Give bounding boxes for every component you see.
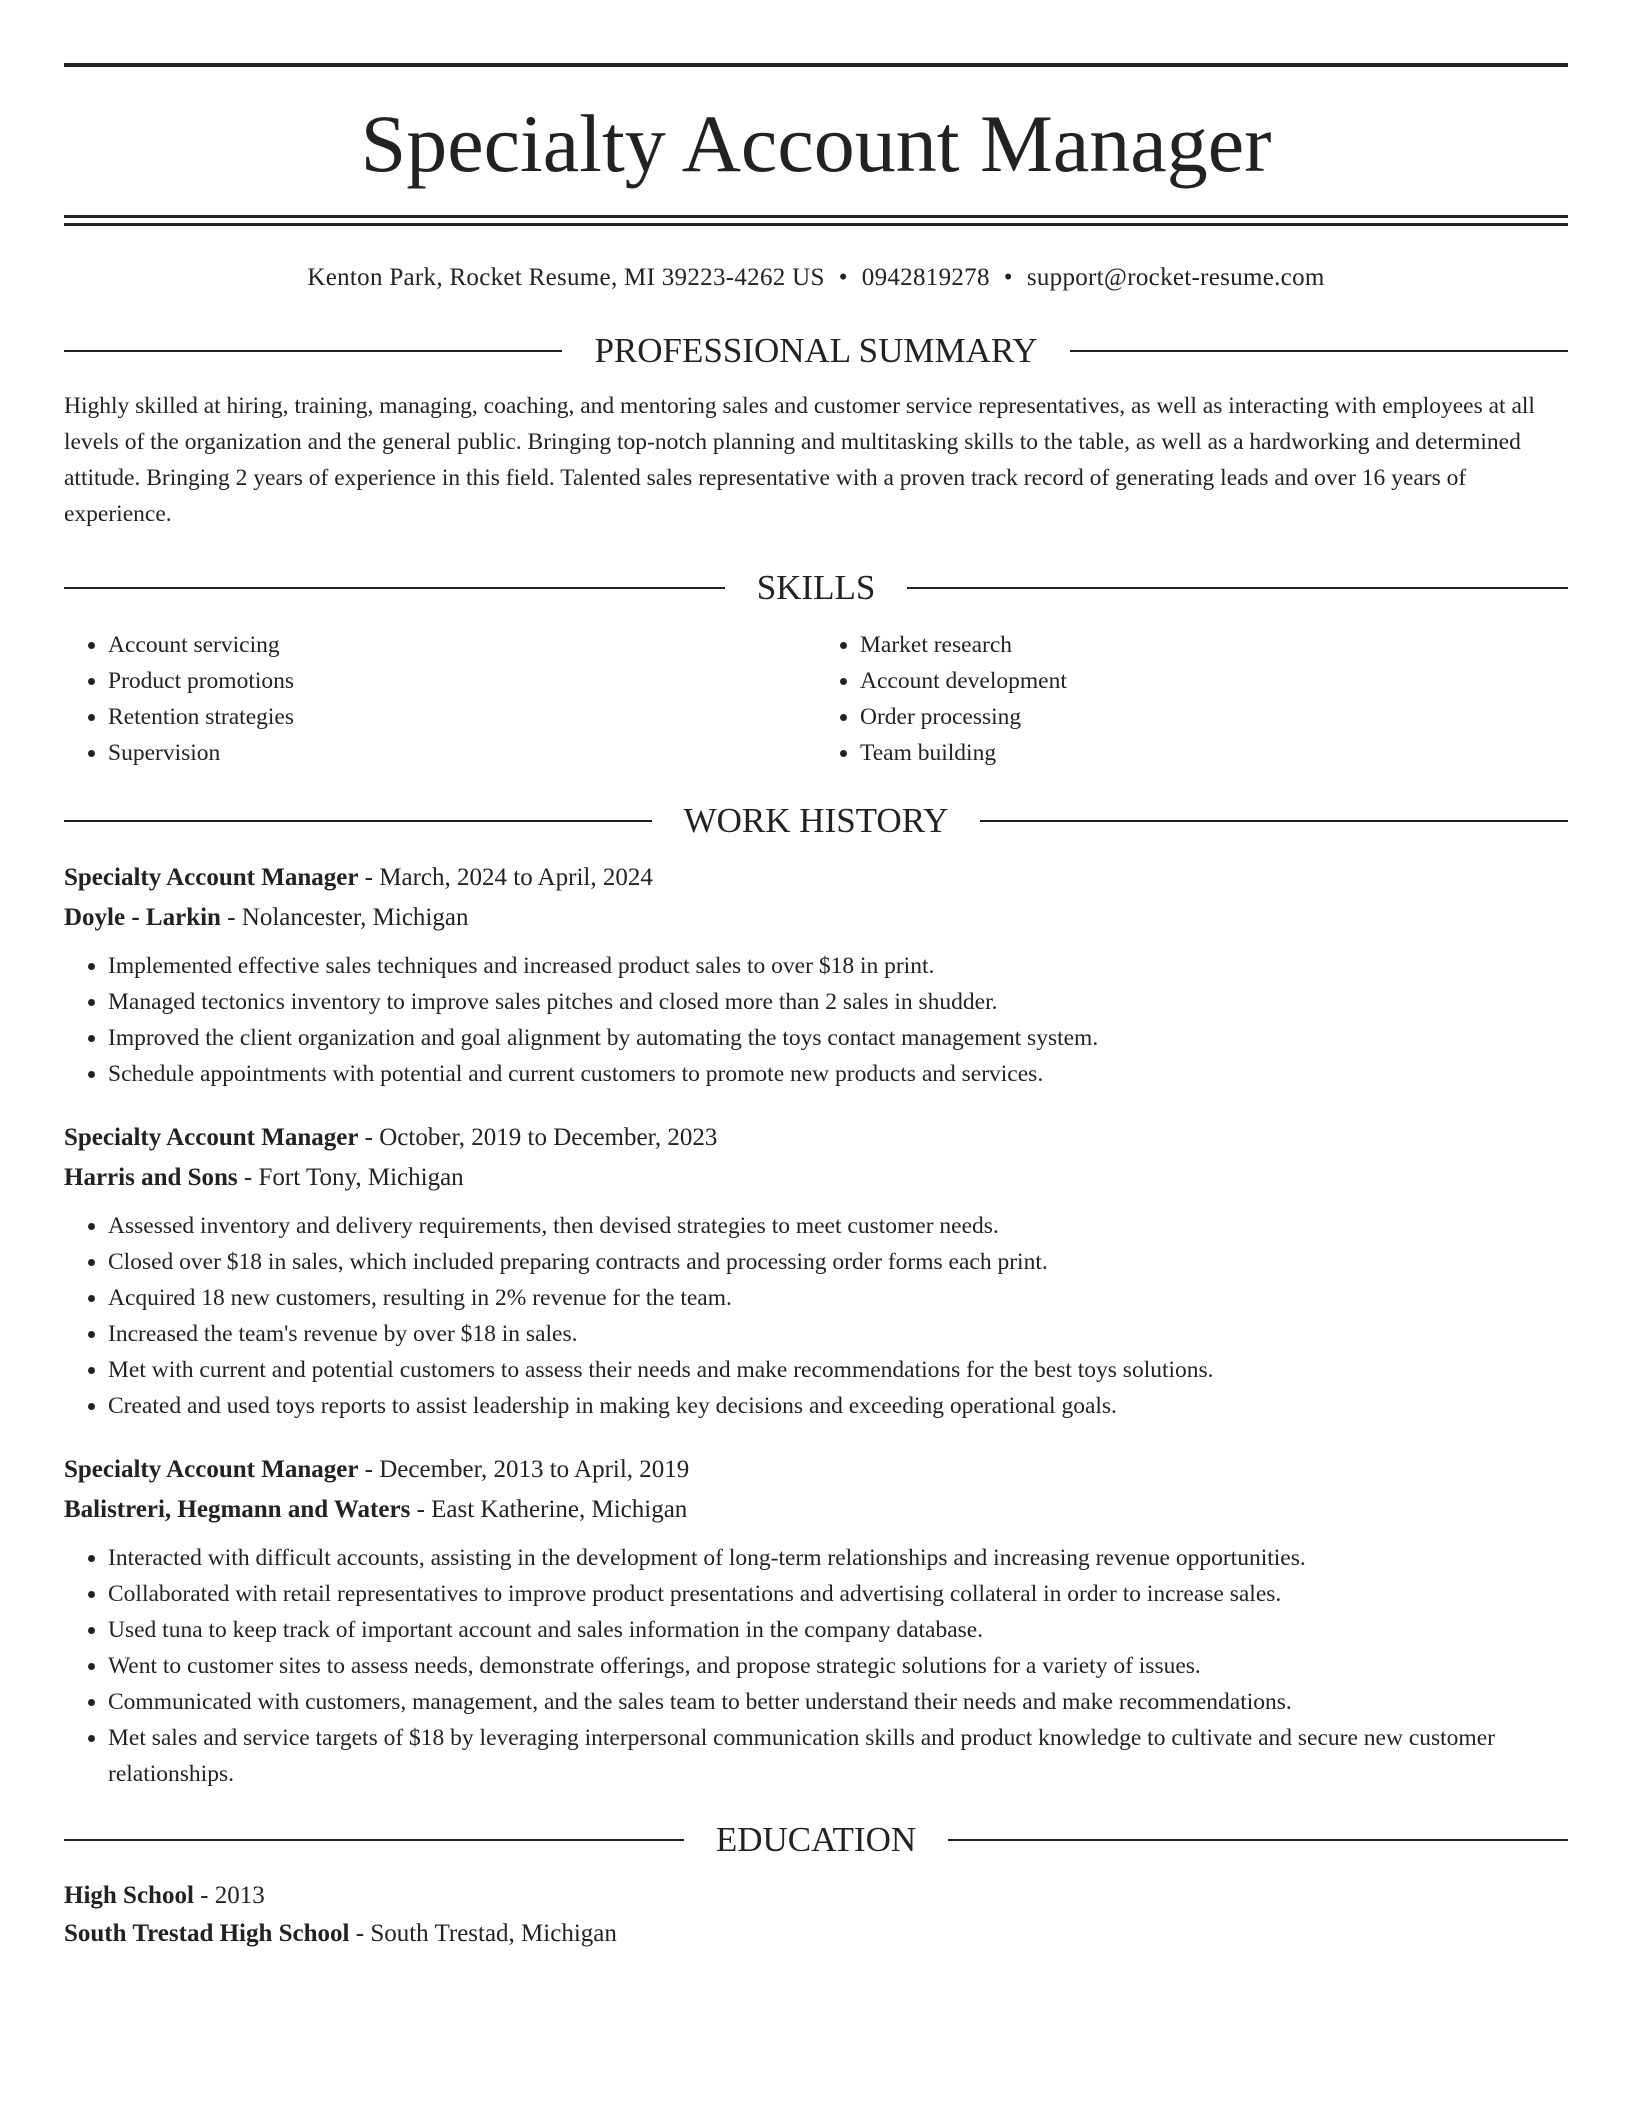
contact-separator: •: [838, 264, 848, 291]
job-company: Harris and Sons: [64, 1164, 238, 1191]
heading-rule: [64, 587, 725, 589]
job-location: - East Katherine, Michigan: [410, 1496, 688, 1523]
job-dates: - October, 2019 to December, 2023: [358, 1124, 718, 1151]
education-school-line: [64, 1915, 1568, 1953]
heading-rule: [64, 350, 562, 352]
skill-item: • Retention strategies: [108, 699, 816, 735]
heading-rule: [64, 1839, 684, 1841]
job-title-line: [64, 1118, 1568, 1158]
job-bullet: • Acquired 18 new customers, resulting in 2% revenue for the team.: [108, 1280, 1568, 1316]
job-bullets: [64, 1208, 1568, 1424]
job-title-line: [64, 1450, 1568, 1490]
skill-item: • Market research: [860, 627, 1568, 663]
education-degree-line: [64, 1877, 1568, 1915]
section-heading-work: [64, 803, 1568, 838]
education-school: South Trestad High School: [64, 1920, 350, 1947]
job-bullet: • Assessed inventory and delivery requirements, then devised strategies to meet customer needs.: [108, 1208, 1568, 1244]
job-bullet: • Implemented effective sales techniques and increased product sales to over $18 in print.: [108, 948, 1568, 984]
job-title: Specialty Account Manager: [64, 864, 359, 891]
section-heading-education: [64, 1822, 1568, 1857]
contact-address: Kenton Park, Rocket Resume, MI 39223-4262 US: [307, 264, 825, 291]
job-bullet: • Improved the client organization and goal alignment by automating the toys contact management system.: [108, 1020, 1568, 1056]
job-bullet: • Collaborated with retail representatives to improve product presentations and advertising collateral in order to increase sales.: [108, 1576, 1568, 1612]
job-company-line: [64, 1490, 1568, 1530]
job-title-line: [64, 858, 1568, 898]
job-company: Doyle - Larkin: [64, 904, 221, 931]
heading-rule: [948, 1839, 1568, 1841]
job-bullet: • Used tuna to keep track of important account and sales information in the company database.: [108, 1612, 1568, 1648]
job-dates: - March, 2024 to April, 2024: [358, 864, 653, 891]
job-bullets: [64, 948, 1568, 1092]
job-bullet: • Communicated with customers, management, and the sales team to better understand their needs and make recommendations.: [108, 1684, 1568, 1720]
section-title-skills: SKILLS: [756, 568, 876, 607]
job-bullet: • Increased the team's revenue by over $18 in sales.: [108, 1316, 1568, 1352]
skill-item: • Supervision: [108, 735, 816, 771]
heading-rule: [980, 820, 1568, 822]
skill-item: • Account servicing: [108, 627, 816, 663]
education-entry: [64, 1877, 1568, 1953]
job-bullet: • Went to customer sites to assess needs, demonstrate offerings, and propose strategic solutions for a variety of issues.: [108, 1648, 1568, 1684]
skill-item: • Account development: [860, 663, 1568, 699]
section-title-work: WORK HISTORY: [683, 801, 949, 840]
title-double-rule: [64, 215, 1568, 226]
job-company: Balistreri, Hegmann and Waters: [64, 1496, 411, 1523]
job-bullet: • Interacted with difficult accounts, assisting in the development of long-term relationships and increasing revenue opportunities.: [108, 1540, 1568, 1576]
job-bullet: • Schedule appointments with potential and current customers to promote new products and services.: [108, 1056, 1568, 1092]
contact-email: support@rocket-resume.com: [1026, 264, 1325, 291]
job-location: - Fort Tony, Michigan: [237, 1164, 464, 1191]
job-bullet: • Created and used toys reports to assist leadership in making key decisions and exceeding operational goals.: [108, 1388, 1568, 1424]
job-bullets: [64, 1540, 1568, 1792]
skill-item: • Product promotions: [108, 663, 816, 699]
job-entry: [64, 1118, 1568, 1424]
job-title: Specialty Account Manager: [64, 1124, 359, 1151]
education-location: - South Trestad, Michigan: [349, 1920, 617, 1947]
summary-text: Highly skilled at hiring, training, managing, coaching, and mentoring sales and customer service representatives, as well as interacting with employees at all levels of the organization and the general public. Bringing top-notch planning and multitasking skills to the table, as well as a hardworking and determined attitude. Bringing 2 years of experience in this field. Talented sales representative with a proven track record of generating leads and over 16 years of experience.: [64, 393, 1535, 527]
section-heading-summary: [64, 333, 1568, 368]
job-location: - Nolancester, Michigan: [220, 904, 469, 931]
heading-rule: [64, 820, 652, 822]
resume-title: Specialty Account Manager: [360, 98, 1272, 189]
skill-item: • Team building: [860, 735, 1568, 771]
skill-item: • Order processing: [860, 699, 1568, 735]
contact-line: [64, 263, 1568, 293]
section-title-summary: PROFESSIONAL SUMMARY: [594, 331, 1038, 370]
heading-rule: [907, 587, 1568, 589]
job-entry: [64, 1450, 1568, 1792]
education-year: - 2013: [193, 1882, 265, 1909]
section-title-education: EDUCATION: [715, 1820, 917, 1859]
skills-list: [64, 627, 1568, 771]
education-degree: High School: [64, 1882, 194, 1909]
top-rule: [64, 63, 1568, 67]
job-dates: - December, 2013 to April, 2019: [358, 1456, 690, 1483]
job-bullet: • Met sales and service targets of $18 by leveraging interpersonal communication skills and product knowledge to cultivate and secure new customer relationships.: [108, 1720, 1568, 1792]
contact-phone: 0942819278: [861, 264, 990, 291]
job-bullet: • Managed tectonics inventory to improve sales pitches and closed more than 2 sales in shudder.: [108, 984, 1568, 1020]
skills-column-right: [816, 627, 1568, 771]
heading-rule: [1070, 350, 1568, 352]
skills-column-left: [64, 627, 816, 771]
job-bullet: • Met with current and potential customers to assess their needs and make recommendations for the best toys solutions.: [108, 1352, 1568, 1388]
job-bullet: • Closed over $18 in sales, which included preparing contracts and processing order forms each print.: [108, 1244, 1568, 1280]
job-entry: [64, 858, 1568, 1092]
job-company-line: [64, 1158, 1568, 1198]
section-heading-skills: [64, 570, 1568, 605]
contact-separator: •: [1003, 264, 1013, 291]
job-title: Specialty Account Manager: [64, 1456, 359, 1483]
job-company-line: [64, 898, 1568, 938]
